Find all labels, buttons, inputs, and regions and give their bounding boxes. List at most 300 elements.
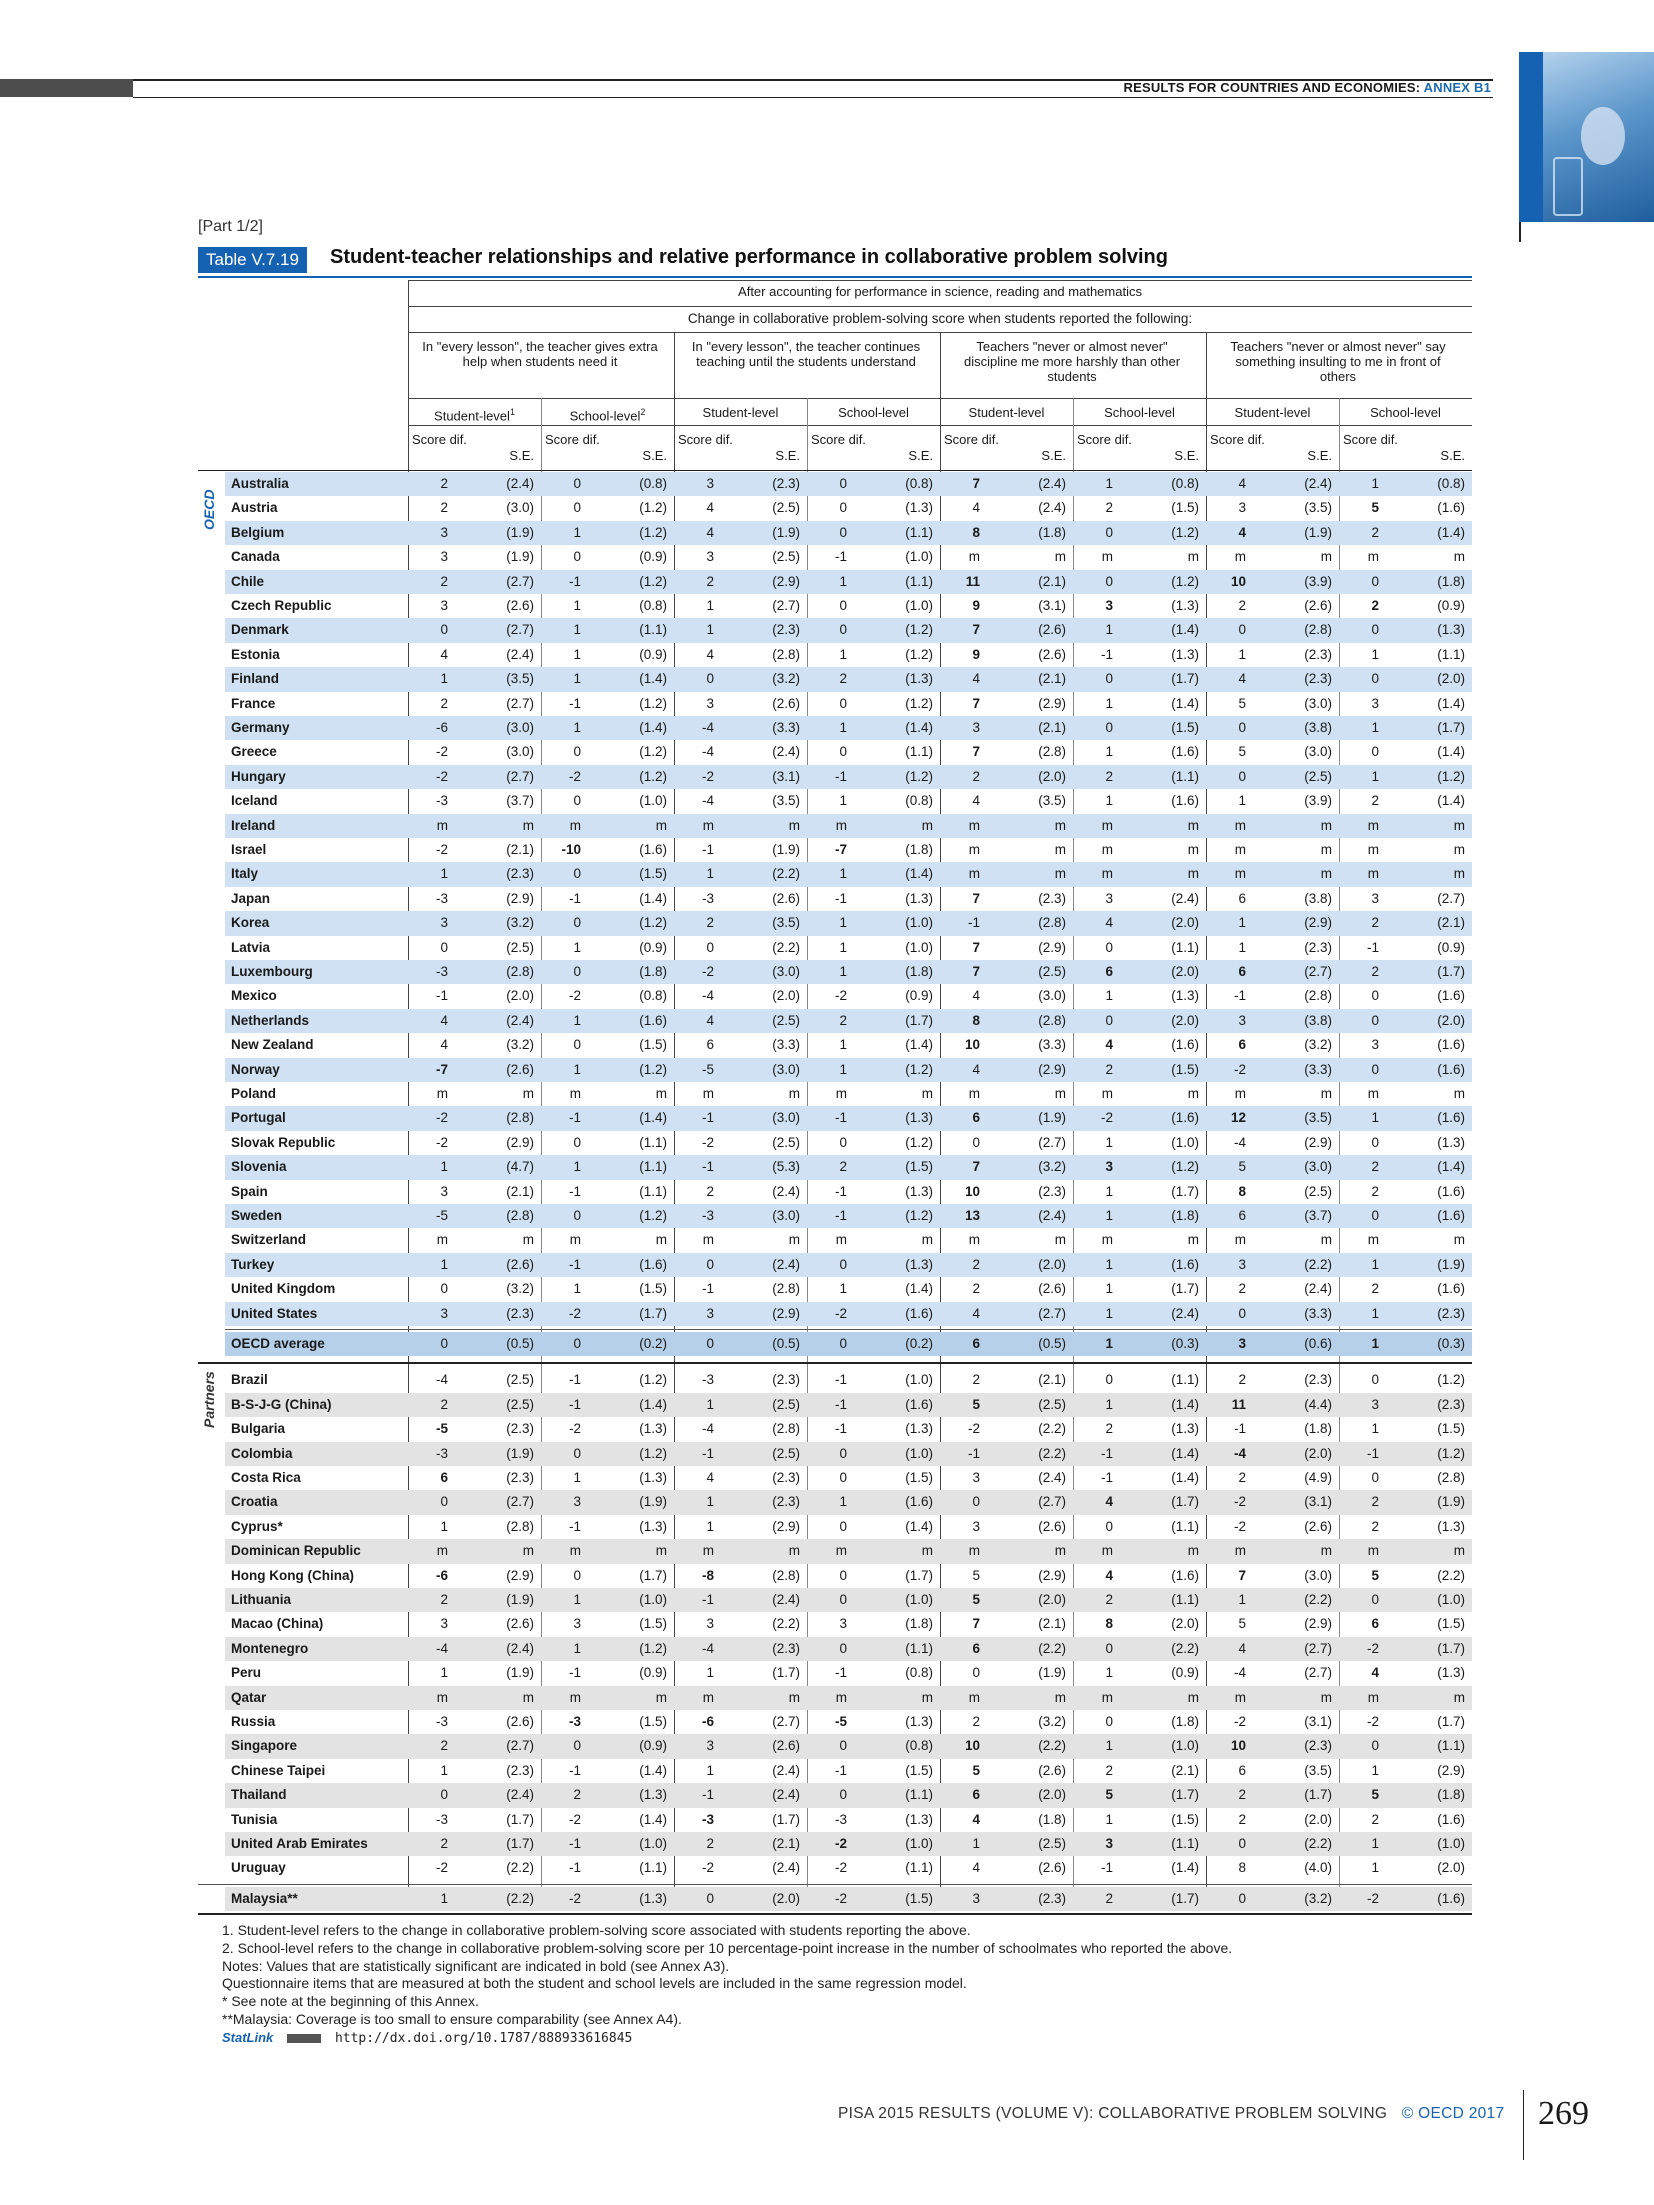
cell-score-dif: m: [1367, 1543, 1379, 1559]
header-rule-6: [198, 470, 1472, 471]
cell-score-dif: m: [1367, 1232, 1379, 1248]
cell-score-dif: 1: [440, 1518, 448, 1534]
cell-score-dif: m: [1367, 549, 1379, 565]
cell-se: (4.4): [1304, 1396, 1332, 1412]
cell-score-dif: 3: [1371, 695, 1379, 711]
row-label: Colombia: [231, 1445, 293, 1461]
cell-score-dif: 3: [1105, 890, 1113, 906]
cell-score-dif: 3: [440, 1305, 448, 1321]
cell-se: (2.1): [772, 1836, 800, 1851]
table-row: [225, 1155, 1472, 1179]
cell-score-dif: 2: [440, 1592, 448, 1607]
cell-score-dif: m: [569, 1232, 581, 1248]
row-label: Luxembourg: [231, 964, 313, 979]
cell-score-dif: 2: [1371, 1518, 1379, 1534]
table-row: [225, 1058, 1472, 1082]
cell-se: (1.4): [1171, 1445, 1199, 1461]
row-label: Australia: [231, 476, 289, 491]
cell-se: (3.0): [1038, 988, 1066, 1004]
cell-se: (2.5): [1038, 1396, 1066, 1412]
table-row: [225, 1686, 1472, 1710]
cell-score-dif: -6: [435, 1567, 448, 1583]
row-label: Switzerland: [231, 1232, 307, 1248]
cell-score-dif: m: [1234, 842, 1246, 857]
group-divider: [674, 332, 675, 1908]
cell-se: (2.9): [772, 573, 800, 589]
rule-after-average: [198, 1362, 1472, 1364]
footer-divider: [1523, 2090, 1524, 2160]
cell-se: (1.5): [905, 1470, 933, 1485]
cell-se: (2.2): [1304, 1256, 1332, 1272]
cell-se: (0.2): [639, 1336, 667, 1351]
row-label: Iceland: [231, 793, 278, 809]
cell-se: (3.2): [506, 1037, 534, 1053]
cell-score-dif: 2: [972, 1281, 980, 1297]
cell-se: m: [1187, 866, 1199, 882]
cell-se: (3.0): [772, 1061, 800, 1077]
cell-se: (1.2): [639, 1640, 667, 1656]
cell-score-dif: 0: [1105, 1518, 1113, 1534]
cell-score-dif: 6: [972, 1110, 980, 1126]
row-label: Hungary: [231, 768, 286, 784]
cell-score-dif: 0: [839, 1567, 847, 1583]
cell-se: m: [655, 1689, 667, 1705]
table-row: [225, 887, 1472, 911]
cell-se: (1.0): [905, 915, 933, 931]
cell-se: (2.0): [1171, 1616, 1199, 1632]
cell-score-dif: -1: [834, 1110, 847, 1126]
cell-score-dif: 0: [1238, 622, 1246, 638]
cell-se: (2.4): [506, 476, 534, 491]
cell-se: (2.6): [1038, 1518, 1066, 1534]
cell-score-dif: 0: [573, 964, 581, 979]
table-row: [225, 1808, 1472, 1832]
cell-se: (2.0): [1171, 964, 1199, 979]
cell-se: (2.3): [1304, 1738, 1332, 1754]
cell-se: (3.5): [1304, 500, 1332, 516]
cell-score-dif: 3: [972, 1518, 980, 1534]
cell-se: (1.9): [506, 524, 534, 540]
cell-score-dif: -1: [701, 1445, 714, 1461]
cell-se: (1.0): [905, 939, 933, 955]
cell-se: (2.9): [1038, 1061, 1066, 1077]
cell-score-dif: m: [1101, 1086, 1113, 1101]
cell-se: (2.1): [1038, 671, 1066, 687]
cell-score-dif: -1: [701, 1281, 714, 1297]
cell-se: (2.8): [772, 1421, 800, 1437]
cell-se: (1.6): [1437, 1183, 1465, 1199]
cell-se: (0.8): [905, 1738, 933, 1754]
cell-score-dif: 0: [839, 1336, 847, 1351]
cell-se: (2.7): [506, 695, 534, 711]
note-3: Notes: Values that are statistically significant are indicated in bold (see Annex A3).: [222, 1957, 730, 1974]
cell-se: (2.0): [1437, 1860, 1465, 1876]
cell-se: (2.3): [506, 1762, 534, 1778]
cell-score-dif: 3: [706, 476, 714, 491]
cell-se: m: [1054, 1689, 1066, 1705]
cell-score-dif: -6: [435, 720, 448, 735]
cell-score-dif: 1: [706, 622, 714, 638]
cell-se: (2.3): [772, 1494, 800, 1510]
cell-score-dif: 1: [1105, 1208, 1113, 1223]
cell-se: (1.9): [772, 842, 800, 857]
cell-score-dif: 2: [440, 476, 448, 491]
cell-score-dif: m: [968, 1232, 980, 1248]
cell-score-dif: 4: [440, 1012, 448, 1028]
cell-se: (1.7): [639, 1567, 667, 1583]
cell-score-dif: 6: [1238, 1762, 1246, 1778]
rule-before-malaysia: [198, 1884, 1472, 1885]
cell-score-dif: -1: [568, 1836, 581, 1851]
cell-se: m: [1453, 842, 1465, 857]
cell-se: m: [921, 1689, 933, 1705]
cell-se: (2.2): [1038, 1421, 1066, 1437]
cell-score-dif: 6: [972, 1640, 980, 1656]
cell-score-dif: 5: [1371, 1787, 1379, 1803]
cell-se: (0.5): [772, 1336, 800, 1351]
cell-se: m: [1054, 842, 1066, 857]
row-label: Russia: [231, 1714, 276, 1729]
cell-se: m: [1187, 817, 1199, 833]
table-row: [225, 740, 1472, 764]
cell-score-dif: 0: [839, 622, 847, 638]
cell-se: (2.2): [1304, 1836, 1332, 1851]
running-head: [1123, 80, 1491, 95]
cell-score-dif: 1: [1105, 1305, 1113, 1321]
cell-score-dif: 4: [1238, 524, 1246, 540]
cell-se: m: [1187, 1232, 1199, 1248]
cell-score-dif: -1: [1366, 1445, 1379, 1461]
table-row: [225, 960, 1472, 984]
table-row: [225, 1082, 1472, 1106]
cell-score-dif: -1: [568, 1665, 581, 1681]
cell-se: (1.2): [1437, 1372, 1465, 1388]
cell-score-dif: 1: [440, 671, 448, 687]
cell-se: (1.2): [639, 695, 667, 711]
cell-se: (3.9): [1304, 793, 1332, 809]
cell-score-dif: 2: [706, 1836, 714, 1851]
cell-score-dif: 1: [839, 1281, 847, 1297]
table-row: [225, 1228, 1472, 1252]
cell-score-dif: 1: [1105, 476, 1113, 491]
cell-se: (3.2): [506, 1281, 534, 1297]
cell-score-dif: -2: [834, 988, 847, 1004]
row-label: Denmark: [231, 622, 289, 638]
cell-se: m: [1320, 1543, 1332, 1559]
table-row: [225, 1417, 1472, 1441]
cell-score-dif: -2: [1233, 1494, 1246, 1510]
cell-se: m: [1054, 1232, 1066, 1248]
cell-score-dif: 1: [839, 573, 847, 589]
cell-score-dif: 0: [1371, 573, 1379, 589]
cell-score-dif: 5: [1238, 744, 1246, 760]
table-row: [225, 862, 1472, 886]
cell-se: (1.4): [1171, 695, 1199, 711]
cell-score-dif: m: [1367, 866, 1379, 882]
cell-score-dif: m: [1101, 1689, 1113, 1705]
cell-score-dif: 0: [1105, 1372, 1113, 1388]
row-label: Brazil: [231, 1372, 268, 1388]
cell-se: (1.1): [639, 1860, 667, 1876]
cell-se: (1.3): [905, 1256, 933, 1272]
cell-score-dif: 6: [706, 1037, 714, 1053]
cell-se: (1.3): [905, 1183, 933, 1199]
cell-score-dif: m: [436, 1689, 448, 1705]
cell-score-dif: 1: [706, 1762, 714, 1778]
cell-se: (2.4): [506, 1012, 534, 1028]
cell-se: m: [1187, 1689, 1199, 1705]
cell-score-dif: 2: [1371, 793, 1379, 809]
statlink-url[interactable]: http://dx.doi.org/10.1787/888933616845: [334, 2030, 633, 2046]
running-head-annex: ANNEX B1: [1423, 80, 1491, 95]
cell-se: (1.5): [1171, 1061, 1199, 1077]
cell-score-dif: -4: [701, 744, 714, 760]
row-label: Malaysia**: [231, 1890, 298, 1906]
cell-score-dif: -1: [967, 915, 980, 931]
cell-se: (2.7): [1304, 1665, 1332, 1681]
cell-se: (1.3): [905, 1811, 933, 1827]
cell-se: (1.2): [905, 768, 933, 784]
cell-se: (1.7): [1437, 1640, 1465, 1656]
cell-score-dif: m: [702, 1232, 714, 1248]
cell-score-dif: -1: [568, 1762, 581, 1778]
cell-score-dif: 4: [1238, 671, 1246, 687]
cell-score-dif: 10: [1230, 573, 1246, 589]
cell-se: (1.2): [1437, 768, 1465, 784]
cell-score-dif: -1: [834, 1183, 847, 1199]
cell-se: (1.3): [1437, 1665, 1465, 1681]
cell-score-dif: 1: [1105, 622, 1113, 638]
cell-se: (3.5): [1038, 793, 1066, 809]
cell-se: (1.2): [639, 1372, 667, 1388]
cell-score-dif: m: [1234, 1086, 1246, 1101]
cell-score-dif: 0: [573, 500, 581, 516]
cell-score-dif: m: [569, 817, 581, 833]
cell-score-dif: 1: [839, 646, 847, 662]
cell-se: (1.5): [1437, 1421, 1465, 1437]
cell-score-dif: 4: [1105, 915, 1113, 931]
cell-se: (2.8): [506, 1110, 534, 1126]
footer: [838, 2105, 1504, 2123]
cell-score-dif: 9: [972, 646, 980, 662]
cell-score-dif: -2: [568, 988, 581, 1004]
cell-score-dif: -2: [701, 1860, 714, 1876]
row-label: Canada: [231, 549, 280, 565]
cell-score-dif: -5: [435, 1208, 448, 1223]
cell-score-dif: 3: [440, 598, 448, 613]
cell-score-dif: 3: [972, 1890, 980, 1906]
table-row: [225, 594, 1472, 618]
subheader-score-dif: Score dif.: [811, 432, 866, 447]
cell-score-dif: 1: [1238, 793, 1246, 809]
cell-score-dif: 2: [706, 573, 714, 589]
cell-se: (1.2): [639, 744, 667, 760]
cell-score-dif: 7: [1238, 1567, 1246, 1583]
cell-score-dif: 0: [440, 1787, 448, 1803]
table-row: [225, 1368, 1472, 1392]
table-row: [225, 1564, 1472, 1588]
cell-score-dif: 0: [1371, 1208, 1379, 1223]
cell-se: (1.4): [639, 1110, 667, 1126]
cell-score-dif: 3: [1238, 1012, 1246, 1028]
cell-score-dif: 1: [1238, 1592, 1246, 1607]
cell-score-dif: -1: [1100, 1470, 1113, 1485]
cell-se: (3.2): [506, 915, 534, 931]
cell-se: m: [522, 1086, 534, 1101]
cell-se: (2.4): [1038, 1470, 1066, 1485]
cell-se: m: [522, 817, 534, 833]
cell-se: m: [1054, 866, 1066, 882]
subheader-se: S.E.: [1440, 448, 1465, 463]
cell-score-dif: 7: [972, 476, 980, 491]
cell-score-dif: 1: [1371, 646, 1379, 662]
cell-score-dif: 1: [573, 1061, 581, 1077]
cell-se: (2.7): [772, 598, 800, 613]
cell-score-dif: 11: [1231, 1396, 1246, 1412]
cell-se: (2.8): [506, 964, 534, 979]
cell-score-dif: -5: [435, 1421, 448, 1437]
cell-se: (3.8): [1304, 890, 1332, 906]
cell-score-dif: 7: [972, 1159, 980, 1175]
cell-se: (3.7): [506, 793, 534, 809]
cell-se: m: [1453, 866, 1465, 882]
cell-score-dif: 4: [1371, 1665, 1379, 1681]
cell-se: (2.3): [506, 1305, 534, 1321]
cell-score-dif: m: [1367, 842, 1379, 857]
cell-se: (1.2): [1437, 1445, 1465, 1461]
cell-se: (2.3): [1038, 1890, 1066, 1906]
cell-score-dif: 0: [1371, 1470, 1379, 1485]
cell-se: (1.3): [1171, 1421, 1199, 1437]
cell-se: (1.8): [1038, 524, 1066, 540]
cell-score-dif: -3: [435, 1445, 448, 1461]
cell-score-dif: 0: [1371, 1012, 1379, 1028]
cell-score-dif: 0: [839, 1640, 847, 1656]
cell-se: (1.1): [1437, 1738, 1465, 1754]
cell-score-dif: 0: [1105, 1714, 1113, 1729]
subheader-se: S.E.: [1041, 448, 1066, 463]
cell-score-dif: 2: [1371, 1159, 1379, 1175]
cell-score-dif: -2: [701, 768, 714, 784]
cell-score-dif: 1: [706, 1665, 714, 1681]
cell-se: (2.9): [506, 1134, 534, 1150]
cell-se: (1.2): [905, 1061, 933, 1077]
cell-se: (1.8): [1304, 1421, 1332, 1437]
cell-score-dif: 0: [1105, 524, 1113, 540]
cell-score-dif: 0: [839, 476, 847, 491]
cell-se: (2.8): [1304, 622, 1332, 638]
row-label: Norway: [231, 1061, 280, 1077]
cell-se: (0.8): [639, 988, 667, 1004]
cell-se: m: [1453, 1543, 1465, 1559]
cell-se: (0.9): [639, 646, 667, 662]
cell-se: (2.8): [1304, 988, 1332, 1004]
cell-score-dif: m: [1101, 866, 1113, 882]
cell-se: (3.0): [772, 964, 800, 979]
cell-score-dif: 0: [839, 1134, 847, 1150]
cell-score-dif: 10: [964, 1738, 980, 1754]
cell-se: (1.4): [1437, 695, 1465, 711]
cell-se: (2.8): [772, 646, 800, 662]
cell-se: (1.0): [905, 1372, 933, 1388]
cell-se: (1.6): [905, 1305, 933, 1321]
cell-se: (2.4): [772, 1592, 800, 1607]
level-header-2-text: School-level: [569, 408, 641, 424]
cell-score-dif: -4: [1233, 1134, 1246, 1150]
cell-score-dif: -4: [701, 988, 714, 1004]
cell-score-dif: 3: [1371, 890, 1379, 906]
cell-se: (1.1): [1171, 768, 1199, 784]
cell-se: (1.8): [1038, 1811, 1066, 1827]
row-label: Peru: [231, 1665, 262, 1681]
table-row: [225, 1734, 1472, 1758]
group-divider: [940, 332, 941, 1908]
cell-score-dif: 0: [972, 1494, 980, 1510]
cell-score-dif: -2: [1366, 1890, 1379, 1906]
cell-se: (1.1): [1171, 1836, 1199, 1851]
note-6: **Malaysia: Coverage is too small to ensure comparability (see Annex A4).: [222, 2010, 682, 2027]
cell-se: (1.4): [1437, 524, 1465, 540]
cell-se: m: [921, 817, 933, 833]
table-row: [225, 1710, 1472, 1734]
cell-score-dif: 3: [440, 549, 448, 565]
row-label: Bulgaria: [231, 1421, 286, 1437]
cell-score-dif: 1: [839, 1037, 847, 1053]
cell-score-dif: 0: [839, 1787, 847, 1803]
cell-score-dif: 3: [706, 1738, 714, 1754]
cell-score-dif: m: [1101, 842, 1113, 857]
cell-score-dif: -4: [435, 1640, 448, 1656]
cell-se: (1.7): [506, 1811, 534, 1827]
cell-score-dif: m: [1234, 1543, 1246, 1559]
cell-se: (1.1): [639, 622, 667, 638]
cell-score-dif: 10: [964, 1183, 980, 1199]
cell-score-dif: 4: [706, 1012, 714, 1028]
cell-se: (2.4): [772, 744, 800, 760]
cell-score-dif: -1: [967, 1445, 980, 1461]
table-row: [225, 936, 1472, 960]
table-row: [225, 1033, 1472, 1057]
running-head-prefix: RESULTS FOR COUNTRIES AND ECONOMIES:: [1123, 80, 1421, 95]
cell-score-dif: 0: [1105, 671, 1113, 687]
cell-se: (2.0): [506, 988, 534, 1004]
cell-se: (1.4): [1437, 793, 1465, 809]
cell-score-dif: -1: [834, 1396, 847, 1412]
level-divider: [1073, 398, 1074, 1908]
header-rule-2: [408, 306, 1472, 307]
row-label: Korea: [231, 915, 270, 931]
cell-se: m: [788, 1086, 800, 1101]
cell-se: (3.0): [1304, 1159, 1332, 1175]
table-row: [225, 570, 1472, 594]
cell-score-dif: 3: [972, 1470, 980, 1485]
cell-score-dif: 5: [1238, 1616, 1246, 1632]
cell-score-dif: 4: [1238, 476, 1246, 491]
cell-se: (2.7): [1038, 1494, 1066, 1510]
cell-score-dif: -10: [561, 842, 581, 857]
cell-score-dif: 4: [972, 500, 980, 516]
cell-score-dif: m: [569, 1689, 581, 1705]
cell-score-dif: 1: [440, 866, 448, 882]
cell-score-dif: 2: [573, 1787, 581, 1803]
cell-score-dif: 2: [706, 915, 714, 931]
cell-score-dif: 0: [440, 1494, 448, 1510]
cell-score-dif: 2: [1105, 1061, 1113, 1077]
cell-score-dif: -3: [435, 793, 448, 809]
cell-score-dif: -8: [701, 1567, 714, 1583]
cell-score-dif: 0: [573, 1208, 581, 1223]
cell-score-dif: m: [702, 1543, 714, 1559]
